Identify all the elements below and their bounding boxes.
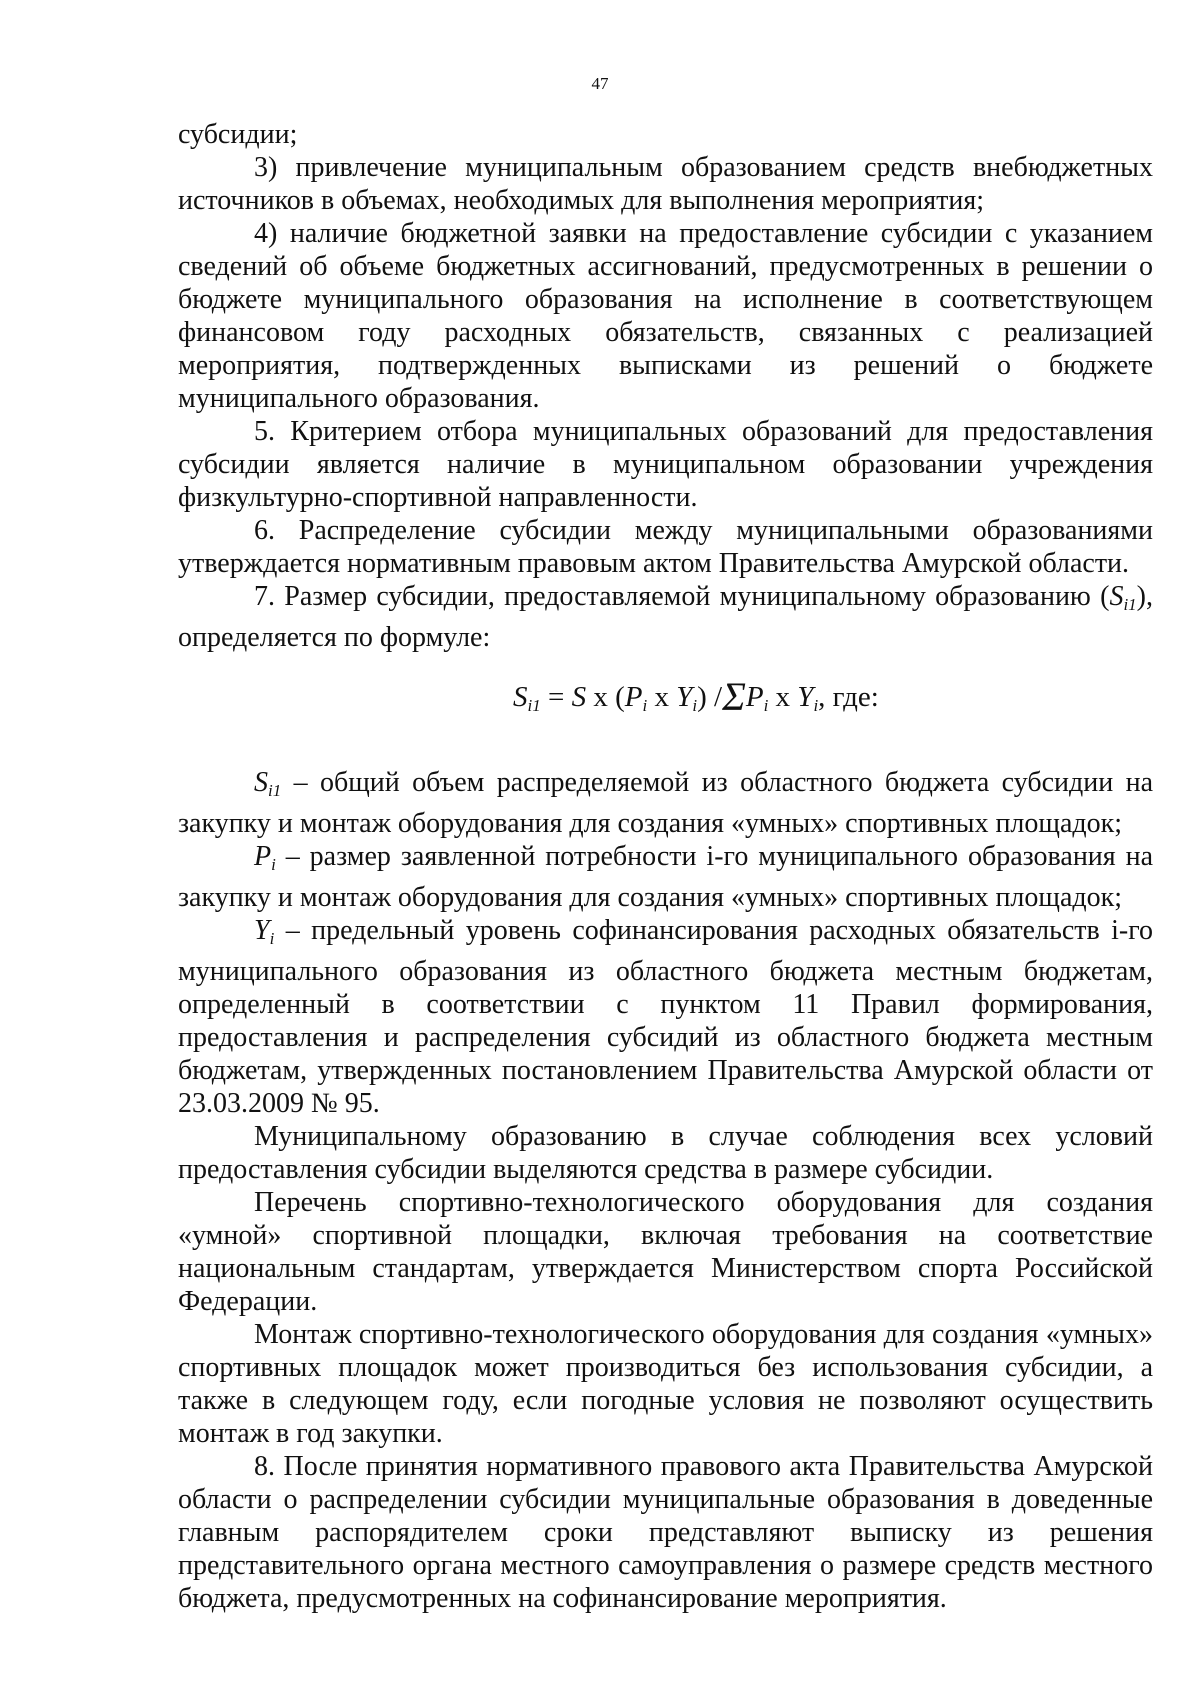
paragraph-funds-allocation: Муниципальному образованию в случае соблюдения всех условий предоставления субсидии выделяются средства в размере субсидии. (178, 1121, 1153, 1185)
formula-y2-sub: i (813, 696, 819, 715)
paragraph-item-4: 4) наличие бюджетной заявки на предоставление субсидии с указанием сведений об объеме бюджетных ассигнований, предусмотренных в решении о бюджете муниципального образования на исполнение в соответствующем финансовом году расходных обязательств, связанных с реализацией мероприятия, подтвержденных выписками из решений о бюджете муниципального образования. (178, 218, 1153, 414)
paragraph-equipment-list: Перечень спортивно-технологического оборудования для создания «умной» спортивной площадки, включая требования на соответствие национальным стандартам, утверждается Министерством спорта Российской Федерации. (178, 1187, 1153, 1317)
definition-y-subscript: i (269, 929, 275, 948)
formula-eq: = (540, 681, 572, 713)
paragraph-clause-6: 6. Распределение субсидии между муниципальными образованиями утверждается нормативным правовым актом Правительства Амурской области. (178, 515, 1153, 579)
formula-lhs: S (513, 681, 528, 713)
formula-s: S (571, 681, 587, 713)
clause-7-end: ), определяется по формуле: (178, 581, 1153, 653)
paragraph-clause-8: 8. После принятия нормативного правового акта Правительства Амурской области о распределении субсидии муниципальные образования в доведенные главным распорядителем сроки представляют выписку из решения представительного органа местного самоуправления о размере средств местного бюджета, предусмотренных на софинансирование мероприятия. (178, 1451, 1153, 1614)
document-body (178, 118, 1153, 1615)
paragraph-installation: Монтаж спортивно-технологического оборудования для создания «умных» спортивных площадок может производиться без использования субсидии, а также в следующем году, если погодные условия не позволяют осуществить монтаж в год закупки. (178, 1319, 1153, 1449)
formula-y2: Y (797, 681, 814, 713)
paragraph-clause-7 (178, 580, 1153, 654)
subsidy-formula (178, 674, 1153, 722)
clause-7-subscript: i1 (1123, 595, 1137, 614)
formula-times-3: x (768, 681, 798, 713)
clause-7-symbol: S (1109, 581, 1124, 612)
formula-p-sub: i (642, 696, 648, 715)
paragraph-item-3: 3) привлечение муниципальным образованием средств внебюджетных источников в объемах, необходимых для выполнения мероприятия; (178, 152, 1153, 216)
definition-s-subscript: i1 (268, 781, 282, 800)
paragraph-clause-5: 5. Критерием отбора муниципальных образований для предоставления субсидии является наличие в муниципальном образовании учреждения физкультурно-спортивной направленности. (178, 416, 1153, 513)
formula-sigma: Σ (722, 674, 746, 719)
paragraph-subsidy-end: субсидии; (178, 119, 298, 150)
formula-tail: , где: (818, 681, 879, 713)
definition-y-text: – предельный уровень софинансирования расходных обязательств i-го муниципального образования из областного бюджета местным бюджетам, определенный в соответствии с пунктом 11 Правил формирования, предоставления и распределения субсидий из областного бюджета местным бюджетам, утвержденных постановлением Правительства Амурской области от 23.03.2009 № 95. (178, 915, 1153, 1119)
formula-p2-sub: i (763, 696, 769, 715)
formula-times-2: x (647, 681, 677, 713)
formula-close: ) / (697, 681, 723, 713)
formula-lhs-sub: i1 (527, 696, 541, 715)
definition-p-text: – размер заявленной потребности i-го муниципального образования на закупку и монтаж оборудования для создания «умных» спортивных площадок; (178, 841, 1153, 913)
definition-s (178, 766, 1153, 840)
definition-p-subscript: i (271, 855, 276, 874)
formula-times-1: x ( (586, 681, 625, 713)
definition-y-symbol: Y (254, 915, 270, 946)
formula-p2: P (745, 681, 764, 713)
formula-y: Y (676, 681, 693, 713)
page-number: 47 (591, 74, 609, 93)
formula-y-sub: i (692, 696, 698, 715)
definition-p (178, 840, 1153, 914)
definition-s-symbol: S (254, 767, 268, 798)
clause-7-text: 7. Размер субсидии, предоставляемой муниципальному образованию ( (254, 581, 1110, 612)
definition-p-symbol: P (254, 841, 272, 872)
formula-p: P (624, 681, 643, 713)
definition-s-text: – общий объем распределяемой из областного бюджета субсидии на закупку и монтаж оборудования для создания «умных» спортивных площадок; (178, 767, 1153, 839)
definition-y (178, 914, 1153, 1120)
